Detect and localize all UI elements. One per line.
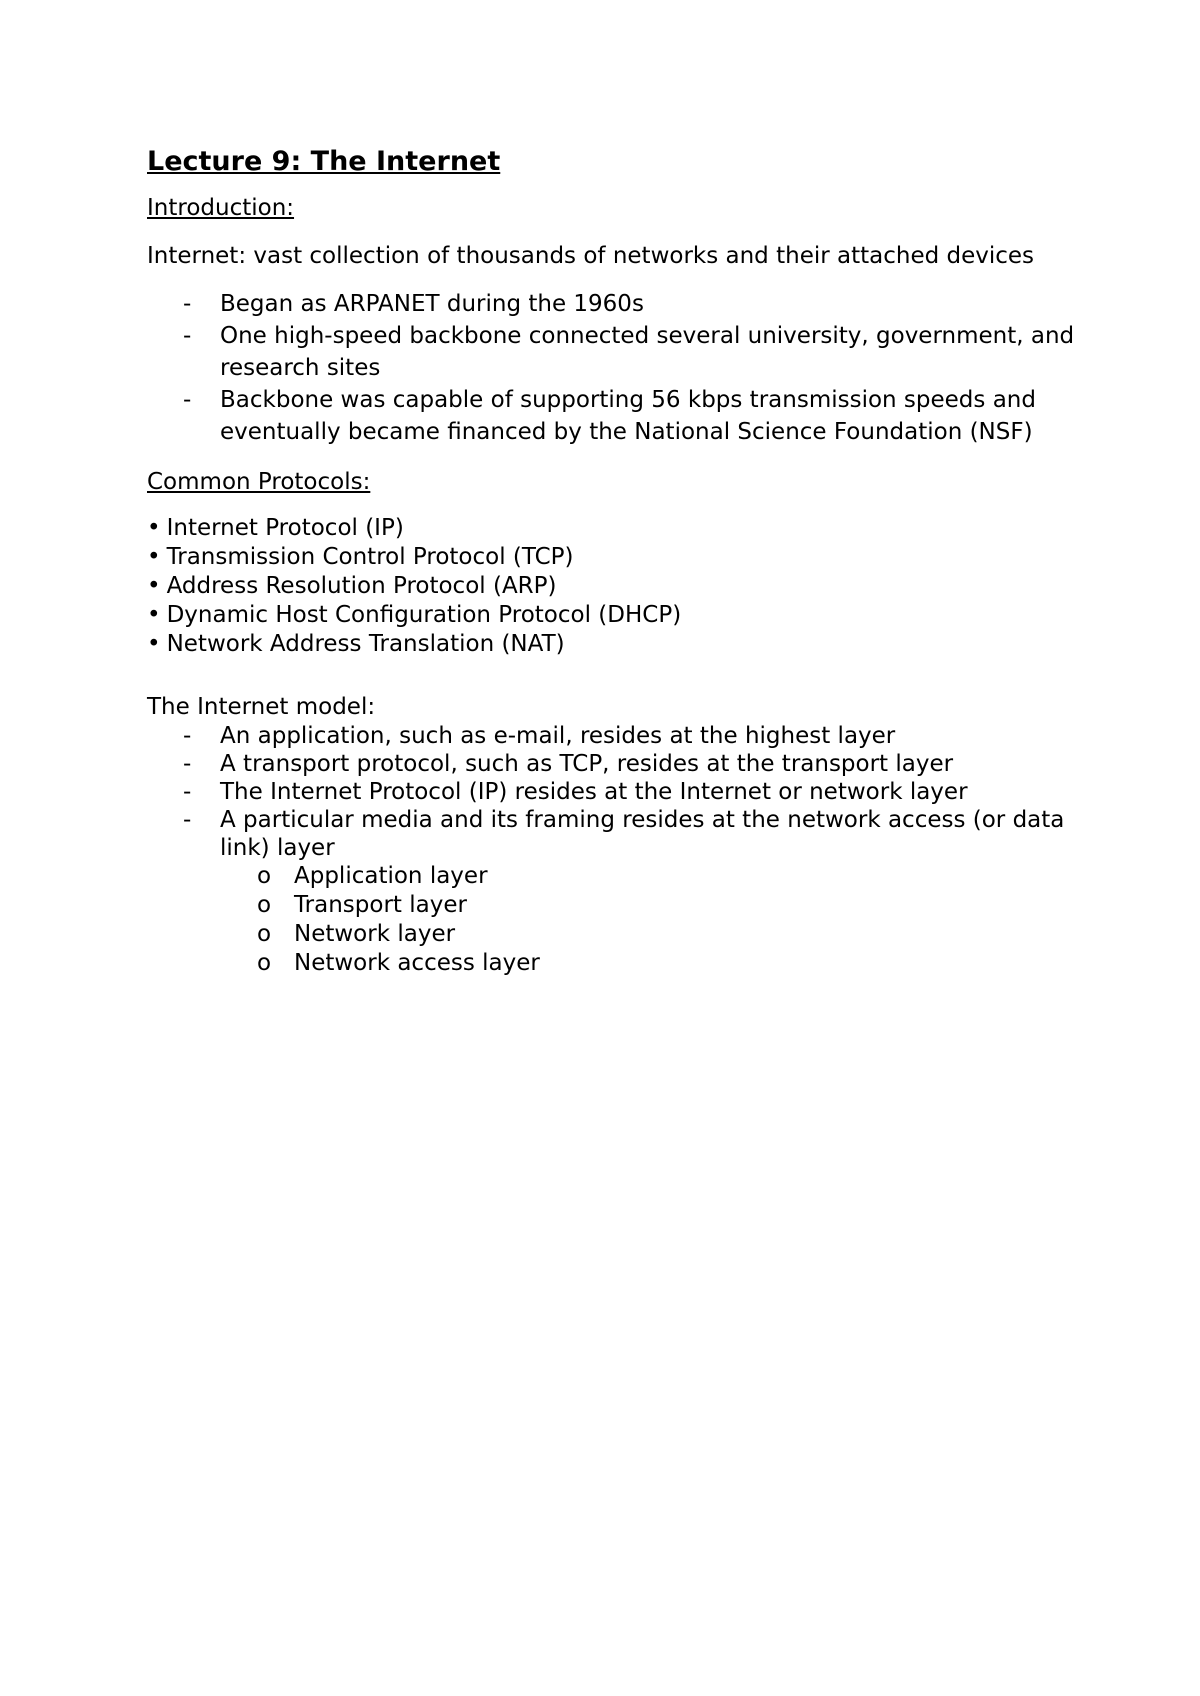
circle-marker: o xyxy=(257,892,272,918)
dash-marker: - xyxy=(183,291,192,317)
bullet-marker: • xyxy=(147,515,161,541)
list-item-text: Dynamic Host Configuration Protocol (DHCP) xyxy=(166,602,682,628)
dash-marker: - xyxy=(183,387,192,413)
dash-marker: - xyxy=(183,723,192,749)
list-item xyxy=(147,630,1077,659)
bullet-marker: • xyxy=(147,631,161,657)
list-item-text: Transmission Control Protocol (TCP) xyxy=(166,544,574,570)
list-item xyxy=(147,949,1077,978)
dash-marker: - xyxy=(183,779,192,805)
list-item xyxy=(147,601,1077,630)
list-item xyxy=(147,320,1077,384)
list-item-text: Network Address Translation (NAT) xyxy=(166,631,565,657)
list-item-text: Address Resolution Protocol (ARP) xyxy=(166,573,557,599)
list-item xyxy=(147,572,1077,601)
internet-model-heading: The Internet model: xyxy=(147,694,376,720)
common-protocols-heading: Common Protocols: xyxy=(147,469,371,495)
introduction-heading: Introduction: xyxy=(147,195,295,221)
list-item-text: The Internet Protocol (IP) resides at the Internet or network layer xyxy=(220,779,968,805)
bullet-marker: • xyxy=(147,544,161,570)
list-item xyxy=(147,806,1077,862)
list-item-text: An application, such as e-mail, resides at the highest layer xyxy=(220,723,896,749)
list-item-text: Internet Protocol (IP) xyxy=(166,515,404,541)
layers-list xyxy=(147,862,1077,978)
introduction-list xyxy=(147,288,1077,448)
list-item-text: Network layer xyxy=(294,921,456,947)
list-item xyxy=(147,920,1077,949)
internet-model-list xyxy=(147,722,1077,862)
bullet-marker: • xyxy=(147,602,161,628)
list-item-text: Backbone was capable of supporting 56 kbps transmission speeds and eventually became financed by the National Science Foundation (NSF) xyxy=(220,387,1036,445)
introduction-paragraph: Internet: vast collection of thousands of networks and their attached devices xyxy=(147,243,1035,269)
list-item xyxy=(147,722,1077,750)
list-item-text: One high-speed backbone connected several university, government, and research sites xyxy=(220,323,1075,381)
list-item xyxy=(147,891,1077,920)
list-item-text: Application layer xyxy=(294,863,488,889)
protocols-list xyxy=(147,514,1077,659)
list-item xyxy=(147,750,1077,778)
list-item-text: A transport protocol, such as TCP, resides at the transport layer xyxy=(220,751,954,777)
list-item xyxy=(147,862,1077,891)
document-title: Lecture 9: The Internet xyxy=(147,146,501,177)
list-item xyxy=(147,778,1077,806)
circle-marker: o xyxy=(257,921,272,947)
bullet-marker: • xyxy=(147,573,161,599)
list-item xyxy=(147,543,1077,572)
dash-marker: - xyxy=(183,323,192,349)
circle-marker: o xyxy=(257,950,272,976)
list-item xyxy=(147,514,1077,543)
list-item-text: Transport layer xyxy=(294,892,467,918)
list-item-text: A particular media and its framing resides at the network access (or data link) layer xyxy=(220,807,1065,861)
dash-marker: - xyxy=(183,751,192,777)
dash-marker: - xyxy=(183,807,192,833)
list-item xyxy=(147,384,1077,448)
circle-marker: o xyxy=(257,863,272,889)
list-item-text: Network access layer xyxy=(294,950,540,976)
document-body xyxy=(147,144,1077,978)
list-item xyxy=(147,288,1077,320)
list-item-text: Began as ARPANET during the 1960s xyxy=(220,291,644,317)
